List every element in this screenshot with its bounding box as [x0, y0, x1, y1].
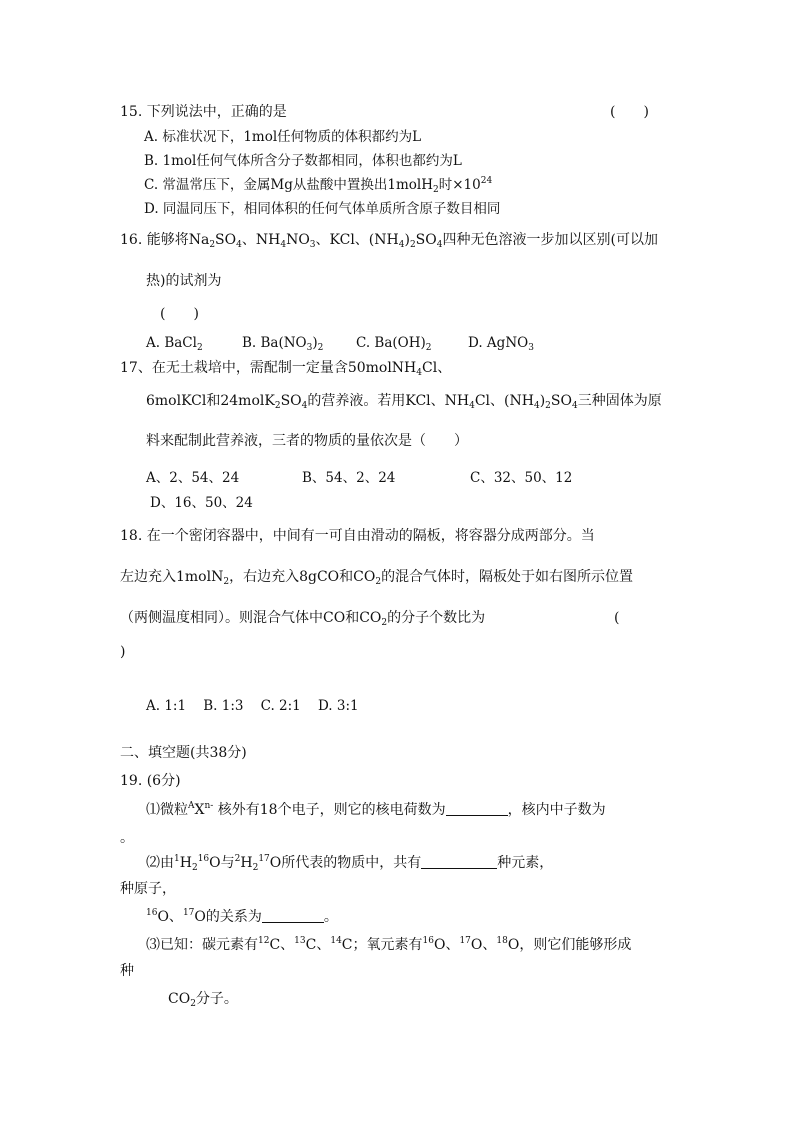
q17-option-a: A、2、54、24 — [146, 470, 240, 486]
q17-option-c: C、32、50、12 — [470, 470, 573, 486]
q15-answer-bracket: ( ) — [610, 104, 649, 120]
q16-option-a: A. BaCl$_2$ — [146, 335, 203, 353]
q19-blank-nuclear-charge[interactable] — [446, 801, 508, 816]
q19-part2-line1: ⑵由$^1H_2^{16}O$与$^2H_2^{17}O$所代表的物质中，共有 种元素， — [146, 854, 554, 873]
q16-answer-bracket: ( ) — [160, 306, 199, 322]
q19-part3-line1: ⑶已知：碳元素有$^{12}$C、$^{13}$C、$^{14}$C；氧元素有$^{16}$O、$^{17}$O、$^{18}$O，则它们能够形成 — [146, 936, 632, 953]
q17-option-d: D、16、50、24 — [150, 495, 253, 511]
q19-blank-element-count[interactable] — [421, 854, 497, 869]
q16-option-b: B. $Ba(NO_3)_2$ — [242, 335, 324, 353]
q15-stem: 15. 下列说法中，正确的是 — [120, 104, 287, 120]
q18-answer-bracket-open: ( — [614, 610, 620, 626]
q19-part3-line3: $CO_2$分子。 — [168, 991, 238, 1009]
q19-part1-line2: 。 — [120, 830, 134, 846]
q15-option-d: D. 同温同压下，相同体积的任何气体单质所含原子数目相同 — [144, 201, 501, 217]
q19-part3-line2: 种 — [120, 963, 134, 979]
section-title-fill-in: 二、填空题(共38分) — [120, 745, 247, 761]
q19-part2-line2: 种原子， — [120, 881, 176, 897]
q16-stem-line1: 16. 能够将$Na_2SO_4$、$NH_4NO_3$、KCl、$(NH_4)_2SO_4$四种无色溶液一步加以区别(可以加 — [120, 232, 658, 250]
q17-option-b: B、54、2、24 — [302, 470, 396, 486]
q19-part1-line1: ⑴微粒$^AX^{n-}$ 核外有18个电子，则它的核电荷数为 ，核内中子数为 — [146, 801, 606, 818]
q18-stem-line1: 18. 在一个密闭容器中，中间有一可自由滑动的隔板，将容器分成两部分。当 — [120, 528, 595, 544]
q18-options: A. 1:1 B. 1:3 C. 2:1 D. 3:1 — [146, 698, 359, 714]
q19-blank-relationship[interactable] — [262, 908, 324, 923]
q17-stem-line2: 6molKCl和$24molK_2SO_4$的营养液。若用KCl、$NH_4Cl$、$(NH_4)_2SO_4$三种固体为原 — [146, 393, 662, 411]
q18-stem-line3: （两侧温度相同）。则混合气体中CO和$CO_2$的分子个数比为 — [120, 610, 486, 628]
q16-stem-line2: 热)的试剂为 — [146, 273, 222, 289]
q18-stem-line2: 左边充入1molN$_2$，右边充入8gCO和$CO_2$的混合气体时，隔板处于如右图所示位置 — [120, 569, 634, 587]
q19-part2-line3: $^{16}$O、$^{17}$O的关系为 。 — [146, 908, 338, 925]
q16-option-c: C. $Ba(OH)_2$ — [356, 335, 432, 353]
q18-answer-bracket-close: ) — [120, 644, 126, 660]
q15-option-a: A. 标准状况下，1mol任何物质的体积都约为L — [144, 129, 422, 145]
q17-stem-line1: 17、在无土栽培中，需配制一定量含50molNH$_4$Cl、 — [120, 360, 452, 378]
q19-heading: 19. (6分) — [120, 773, 181, 789]
q16-option-d: D. AgNO$_3$ — [468, 335, 534, 353]
q15-option-b: B. 1mol任何气体所含分子数都相同，体积也都约为L — [144, 153, 462, 169]
q15-option-c: C. 常温常压下，金属Mg从盐酸中置换出1molH$_2$时$\times 10^{24}$ — [144, 176, 493, 195]
q17-stem-line3: 料来配制此营养液，三者的物质的量依次是（ ） — [146, 433, 468, 449]
